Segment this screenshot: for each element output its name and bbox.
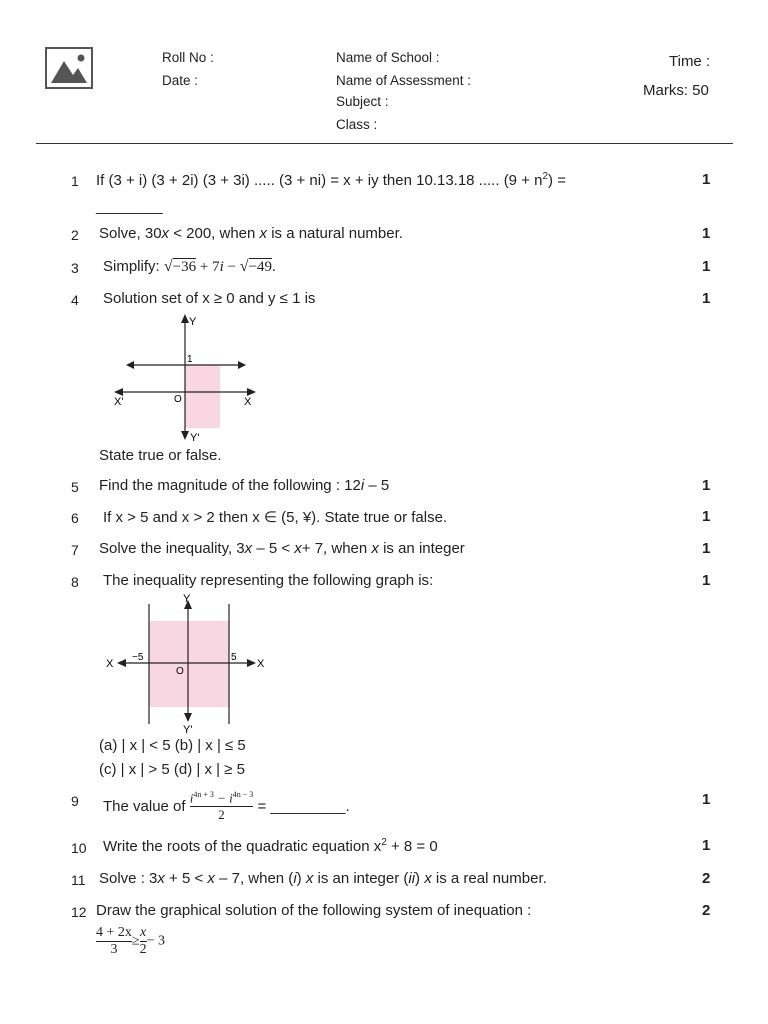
question-text: The value of $\frac{i^{4n + 3} - i^{4n - 3}}{2}$ = _________. (103, 790, 350, 823)
marks-label: Marks: 50 (643, 82, 709, 99)
label-y: Y (189, 316, 197, 328)
question-number: 4 (71, 292, 79, 308)
label-origin: O (174, 394, 182, 405)
question-marks: 1 (702, 791, 711, 808)
label-5: 5 (231, 652, 237, 663)
graph-q8 (102, 592, 272, 738)
question-text: Draw the graphical solution of the following system of inequation : (96, 902, 532, 919)
label-y-prime: Y' (190, 432, 200, 444)
assessment-label: Name of Assessment : (336, 73, 472, 88)
question-marks: 1 (702, 837, 711, 854)
shaded-region (149, 621, 229, 707)
question-text: State true or false. (99, 447, 222, 464)
subject-label: Subject : (336, 94, 389, 109)
label-y: Y (183, 593, 191, 605)
label-x-prime: X (106, 658, 114, 670)
label-y-prime: Y' (183, 724, 193, 736)
question-marks: 1 (702, 477, 711, 494)
label-origin: O (176, 666, 184, 677)
question-text: Solve, 30x < 200, when x is a natural number. (99, 225, 403, 242)
fraction: $\frac{i^{4n + 3} - i^{4n - 3}}{2}$ (189, 790, 254, 823)
question-text: If x > 5 and x > 2 then x ∈ (5, ¥). State true or false. (103, 509, 448, 526)
question-marks: 1 (702, 290, 711, 307)
class-label: Class : (336, 117, 378, 132)
label-x: X (257, 658, 265, 670)
question-marks: 1 (702, 508, 711, 525)
image-placeholder-icon (47, 49, 91, 87)
question-marks: 2 (702, 870, 711, 887)
roll-no-label: Roll No : (162, 50, 214, 65)
question-text: If (3 + i) (3 + 2i) (3 + 3i) ..... (3 + ni) = x + iy then 10.13.18 ..... $(9 + n^2)$ = (96, 171, 566, 189)
question-number: 9 (71, 793, 79, 809)
question-marks: 1 (702, 225, 711, 242)
logo (45, 47, 93, 89)
question-text: Solution set of x ≥ 0 and y ≤ 1 is (103, 290, 316, 307)
question-number: 1 (71, 173, 79, 189)
time-label: Time : (669, 53, 711, 70)
question-number: 2 (71, 227, 79, 243)
question-number: 3 (71, 260, 79, 276)
question-text: Solve : 3x + 5 < x – 7, when (i) x is an integer (ii) x is a real number. (99, 870, 547, 887)
question-number: 10 (71, 840, 87, 856)
label-minus-5: −5 (132, 652, 144, 663)
question-text: Simplify: √−36 + 7i − √−49. (103, 258, 276, 275)
label-one: 1 (187, 354, 193, 365)
question-number: 8 (71, 574, 79, 590)
answer-blank: ________ (96, 198, 163, 215)
graph-q4 (108, 310, 268, 450)
inequation: $\frac{4 + 2x}{3}$ ≥ $\frac{x}{2}$ − 3 (96, 925, 165, 957)
question-text: Find the magnitude of the following : 12i – 5 (99, 477, 390, 494)
question-text: Write the roots of the quadratic equation $x^2 + 8 = 0$ (103, 837, 438, 855)
question-marks: 1 (702, 171, 711, 188)
question-number: 12 (71, 904, 87, 920)
question-marks: 1 (702, 540, 711, 557)
date-label: Date : (162, 73, 199, 88)
label-x-prime: X' (114, 396, 124, 408)
question-marks: 1 (702, 258, 711, 275)
option-line: (a) | x | < 5 (b) | x | ≤ 5 (99, 737, 246, 754)
question-number: 5 (71, 479, 79, 495)
question-marks: 1 (702, 572, 711, 589)
school-label: Name of School : (336, 50, 440, 65)
option-line: (c) | x | > 5 (d) | x | ≥ 5 (99, 761, 245, 778)
question-marks: 2 (702, 902, 711, 919)
question-text: The inequality representing the following graph is: (103, 572, 434, 589)
question-number: 6 (71, 510, 79, 526)
question-text: Solve the inequality, 3x – 5 < x+ 7, when x is an integer (99, 540, 465, 557)
question-number: 7 (71, 542, 79, 558)
label-x: X (244, 396, 252, 408)
header-divider (36, 143, 733, 144)
question-number: 11 (71, 872, 86, 888)
shaded-region (185, 365, 220, 428)
